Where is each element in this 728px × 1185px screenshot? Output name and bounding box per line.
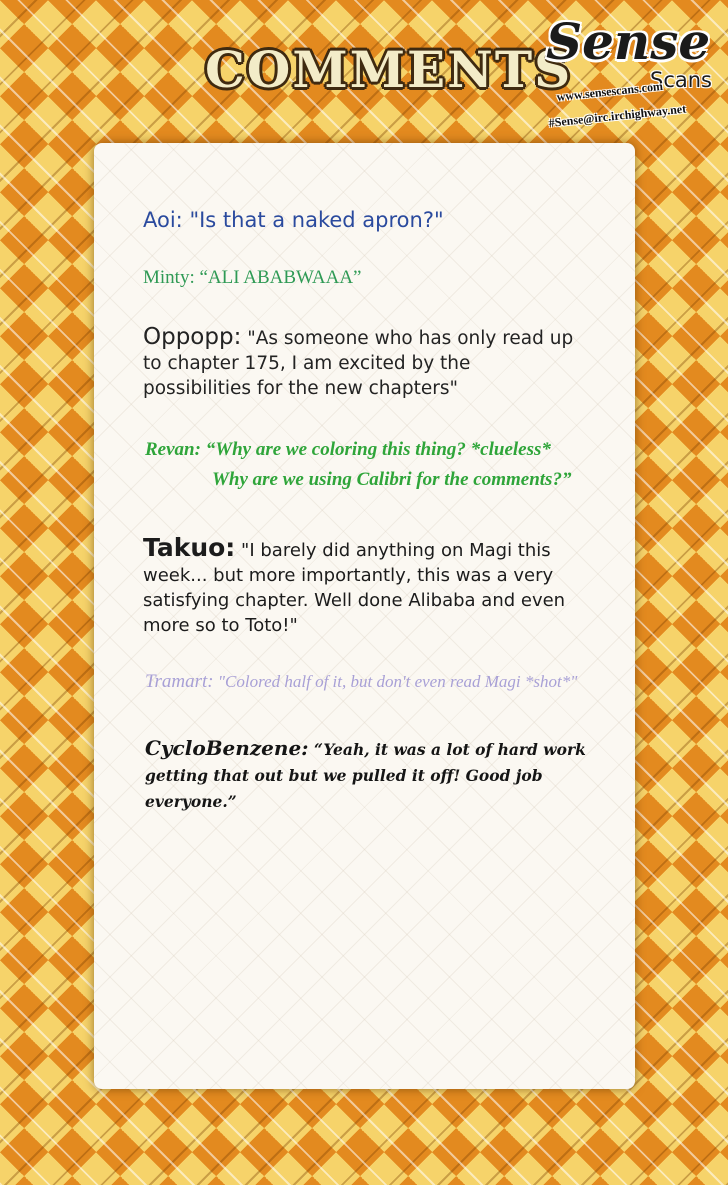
comment-author: Takuo: [143,533,236,562]
comment-text: "I barely did anything on Magi this week... but more importantly, this was a very satisfying chapter. Well done Alibaba and even more so to Toto!" [143,540,566,636]
comment-author: Aoi: [143,208,183,232]
logo-irc: #Sense@irc.irchighway.net [548,101,687,130]
logo-name: Sense [546,12,711,71]
comment-author: CycloBenzene: [145,736,309,760]
comment-cyclobenzene [145,735,605,815]
comment-author: Revan: [145,439,201,460]
comment-revan [145,435,571,495]
comment-minty [143,267,362,289]
comment-tramart [145,671,577,693]
comment-text: “ALI ABABWAAA” [199,267,362,288]
comment-text: “Yeah, it was a lot of hard work getting that out but we pulled it off! Good job everyone.” [145,740,586,811]
logo-url: www.sensescans.com [556,78,664,104]
scanlator-logo [532,8,728,138]
comment-text: "Colored half of it, but don't even read Magi *shot*" [217,672,578,691]
comment-takuo [143,535,603,638]
comment-author: Oppopp: [143,324,242,350]
comment-text: "As someone who has only read up to chapter 175, I am excited by the possibilities for the new chapters" [143,328,574,399]
page-title: COMMENTS [205,40,573,99]
comment-oppopp [143,325,583,401]
comment-aoi [143,208,444,232]
comment-line [145,435,571,465]
logo-sub: Scans [650,68,712,92]
comment-author: Tramart: [145,671,214,692]
comment-text: “Why are we coloring this thing? *clueless* [205,439,551,460]
comment-line: Why are we using Calibri for the comments?” [212,469,572,490]
comment-text: "Is that a naked apron?" [189,208,444,232]
comment-author: Minty: [143,267,195,288]
